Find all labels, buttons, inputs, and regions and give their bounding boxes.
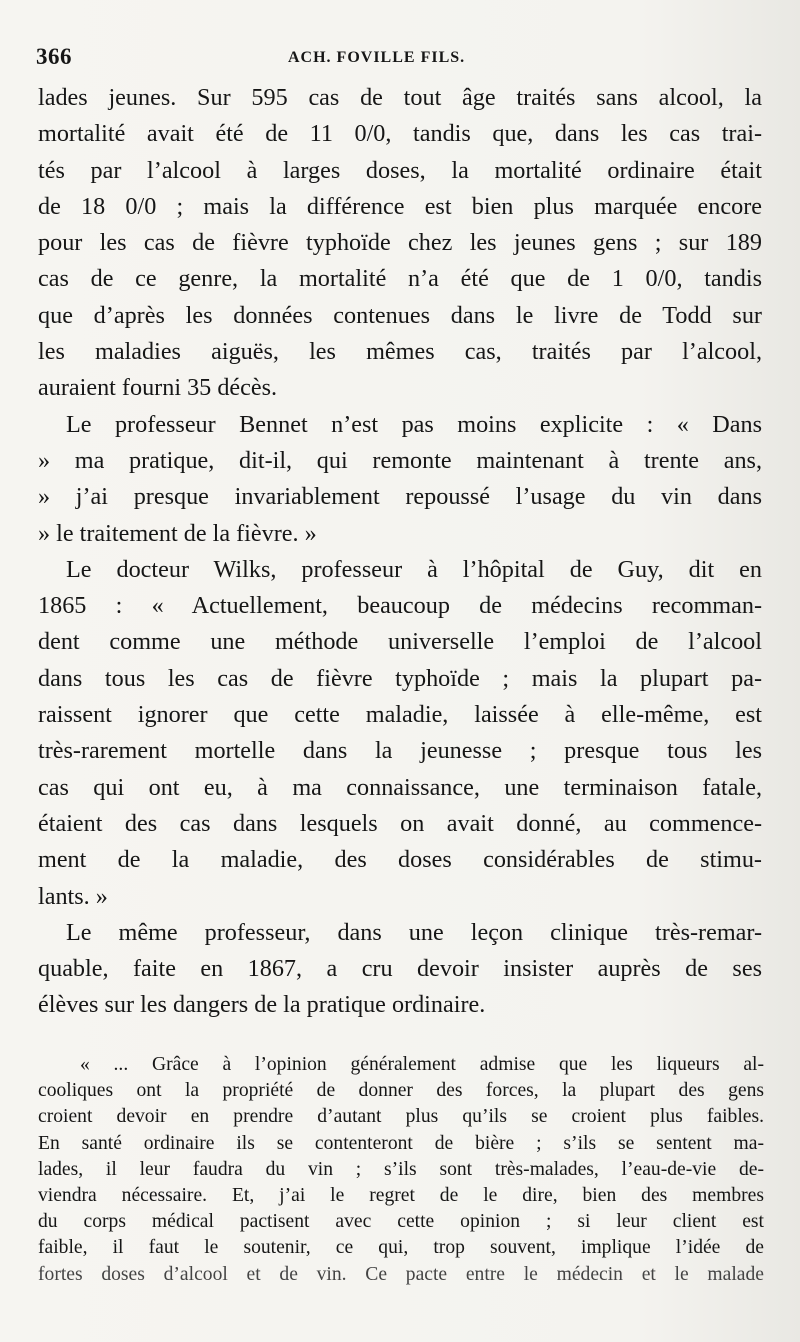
quote-line: En santé ordinaire ils se contenteront de bière ; s’ils se sentent ma- <box>38 1132 764 1154</box>
quote-line: « ... Grâce à l’opinion généralement admise que les liqueurs al- <box>80 1054 764 1075</box>
quote-line: cooliques ont la propriété de donner des forces, la plupart des gens <box>38 1080 764 1102</box>
text-line: quable, faite en 1867, a cru devoir insister auprès de ses <box>38 955 762 983</box>
text-line: Le même professeur, dans une leçon clinique très-remar- <box>66 918 762 946</box>
text-line: cas qui ont eu, à ma connaissance, une terminaison fatale, <box>38 773 762 801</box>
text-line: ment de la maladie, des doses considérables de stimu- <box>38 846 762 874</box>
text-line: les maladies aiguës, les mêmes cas, traités par l’alcool, <box>38 338 762 366</box>
text-line: raissent ignorer que cette maladie, laissée à elle-même, est <box>38 701 762 729</box>
quote-line: croient devoir en prendre d’autant plus qu’ils se croient plus faibles. <box>38 1106 764 1128</box>
text-line: dans tous les cas de fièvre typhoïde ; mais la plupart pa- <box>38 664 762 692</box>
text-line: mortalité avait été de 11 0/0, tandis que, dans les cas trai- <box>38 120 762 148</box>
text-line: » ma pratique, dit-il, qui remonte maintenant à trente ans, <box>38 446 762 474</box>
block-quote <box>38 1052 764 1288</box>
text-line: étaient des cas dans lesquels on avait donné, au commence- <box>38 809 762 837</box>
text-line: Le professeur Bennet n’est pas moins explicite : « Dans <box>66 410 762 438</box>
text-line: » j’ai presque invariablement repoussé l’usage du vin dans <box>38 483 762 511</box>
quote-line: faible, il faut le soutenir, ce qui, trop souvent, implique l’idée de <box>38 1237 764 1259</box>
text-line: auraient fourni 35 décès. <box>38 374 278 402</box>
paragraph <box>38 915 762 1024</box>
page-header <box>36 44 766 74</box>
text-line: cas de ce genre, la mortalité n’a été que de 1 0/0, tandis <box>38 265 762 293</box>
text-line: que d’après les données contenues dans le livre de Todd sur <box>38 301 762 329</box>
page-number: 366 <box>36 44 72 69</box>
text-line: tés par l’alcool à larges doses, la mortalité ordinaire était <box>38 156 762 184</box>
text-line: dent comme une méthode universelle l’emploi de l’alcool <box>38 628 762 656</box>
text-line: » le traitement de la fièvre. » <box>38 519 317 547</box>
running-head: ACH. FOVILLE FILS. <box>288 49 466 66</box>
quote-line: fortes doses d’alcool et de vin. Ce pacte entre le médecin et le malade <box>38 1263 764 1285</box>
text-line: très-rarement mortelle dans la jeunesse ; presque tous les <box>38 737 762 765</box>
text-line: Le docteur Wilks, professeur à l’hôpital de Guy, dit en <box>66 555 762 583</box>
text-line: lades jeunes. Sur 595 cas de tout âge traités sans alcool, la <box>38 84 762 111</box>
paragraph <box>38 407 762 552</box>
paragraph <box>38 80 762 407</box>
text-line: lants. » <box>38 882 108 910</box>
text-line: de 18 0/0 ; mais la différence est bien plus marquée encore <box>38 192 762 220</box>
text-line: 1865 : « Actuellement, beaucoup de médecins recomman- <box>38 592 762 620</box>
quote-line: viendra nécessaire. Et, j’ai le regret de le dire, bien des membres <box>38 1184 764 1206</box>
quote-line: du corps médical pactisent avec cette opinion ; si leur client est <box>38 1211 764 1233</box>
body-text <box>38 80 762 1024</box>
text-line: élèves sur les dangers de la pratique ordinaire. <box>38 991 486 1019</box>
paragraph <box>38 552 762 915</box>
text-line: pour les cas de fièvre typhoïde chez les jeunes gens ; sur 189 <box>38 229 762 257</box>
quote-line: lades, il leur faudra du vin ; s’ils sont très-malades, l’eau-de-vie de- <box>38 1158 764 1180</box>
